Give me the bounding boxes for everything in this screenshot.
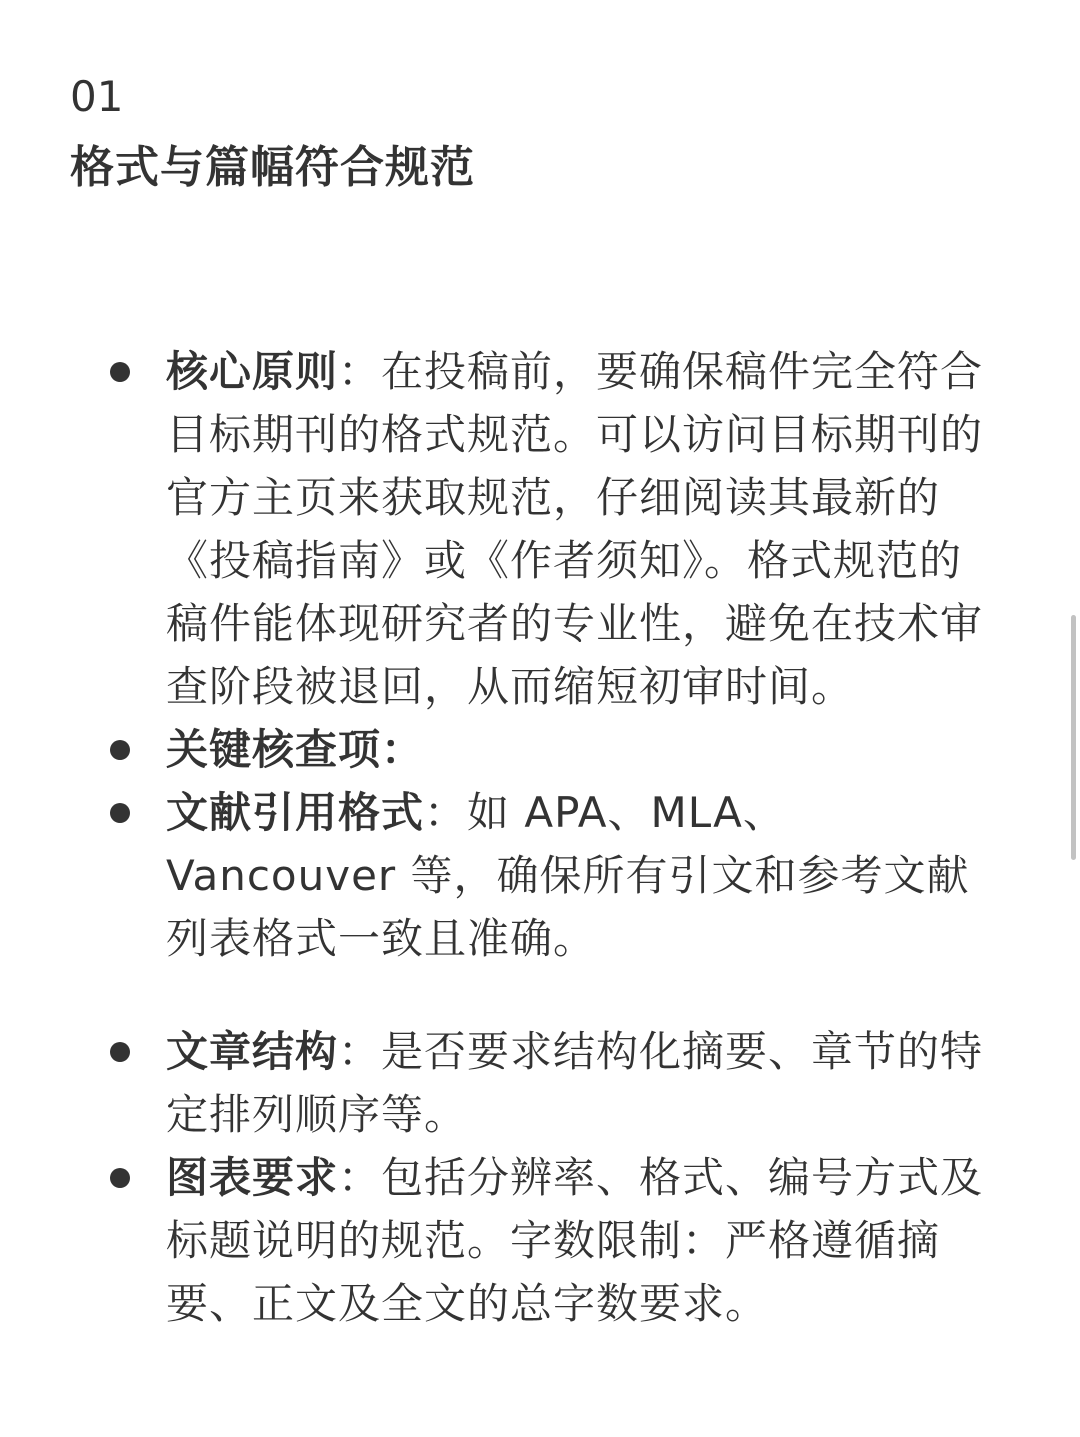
- list-item: [0, 781, 996, 970]
- bullet-dot-icon: [110, 1168, 130, 1188]
- item-text: 在投稿前，要确保稿件完全符合目标期刊的格式规范。可以访问目标期刊的官方主页来获取规范，仔细阅读其最新的《投稿指南》或《作者须知》。格式规范的稿件能体现研究者的专业性，避免在技术审查阶段被退回，从而缩短初审时间。: [166, 347, 984, 711]
- bullet-dot-icon: [110, 1042, 130, 1062]
- section-number: 01: [70, 72, 124, 121]
- bullet-dot-icon: [110, 803, 130, 823]
- item-separator: ：: [424, 788, 468, 837]
- item-separator: ：: [338, 1153, 382, 1202]
- item-text: 如 APA、MLA、Vancouver 等，确保所有引文和参考文献列表格式一致且准确。: [166, 788, 970, 963]
- item-separator: ：: [338, 1027, 382, 1076]
- list-item: [0, 340, 996, 718]
- item-separator: ：: [338, 347, 382, 396]
- scrollbar[interactable]: [1071, 615, 1076, 860]
- item-term: 文章结构: [166, 1027, 339, 1076]
- list-item: [0, 1146, 996, 1335]
- list-item: [0, 1020, 996, 1146]
- item-term: 图表要求: [166, 1153, 339, 1202]
- bullet-dot-icon: [110, 362, 130, 382]
- bullet-list: [0, 340, 1080, 1335]
- bullet-dot-icon: [110, 740, 130, 760]
- item-separator: ：: [381, 725, 425, 774]
- item-text: 包括分辨率、格式、编号方式及标题说明的规范。字数限制：严格遵循摘要、正文及全文的总字数要求。: [166, 1153, 984, 1328]
- item-term: 核心原则: [166, 347, 339, 396]
- item-term: 关键核查项: [166, 725, 382, 774]
- item-text: 是否要求结构化摘要、章节的特定排列顺序等。: [166, 1027, 984, 1139]
- section-title: 格式与篇幅符合规范: [70, 142, 475, 193]
- item-term: 文献引用格式: [166, 788, 425, 837]
- list-item: [0, 718, 996, 781]
